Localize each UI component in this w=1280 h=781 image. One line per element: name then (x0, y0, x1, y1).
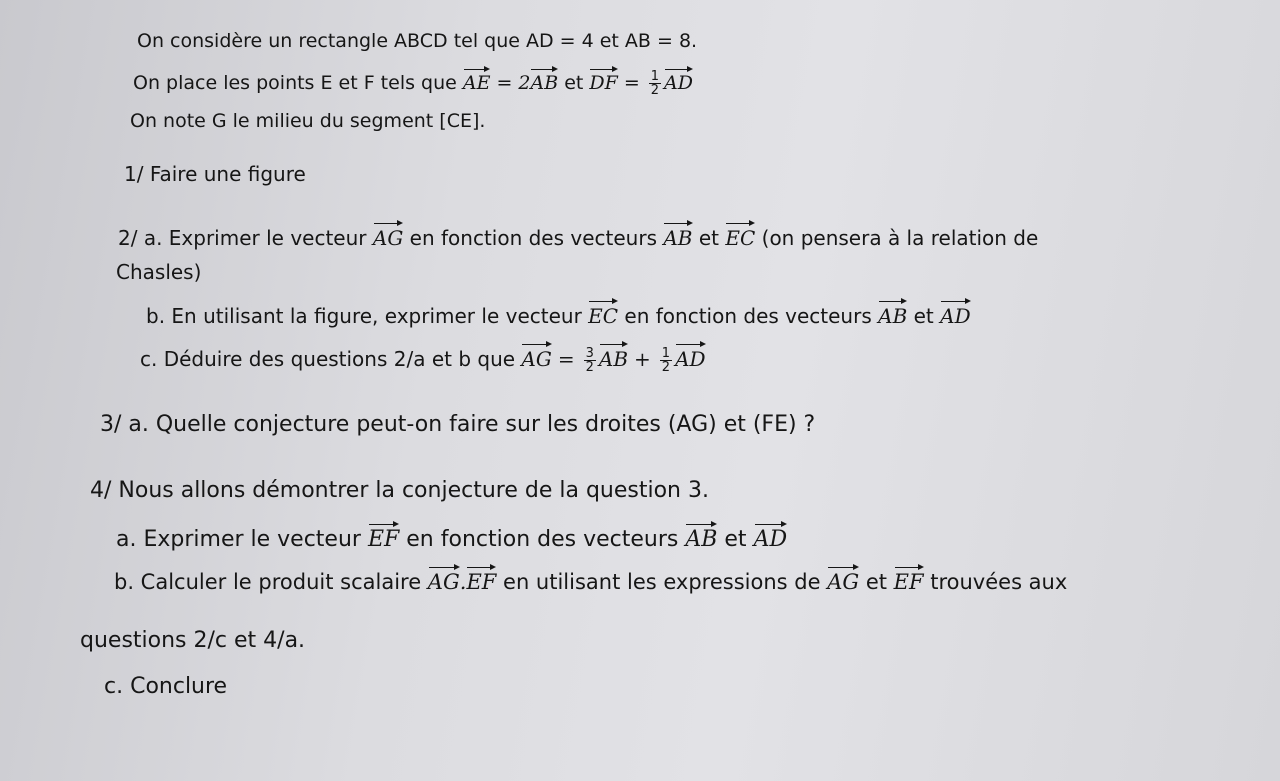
vector-ab: AB (530, 68, 558, 94)
vector-ad: AD (675, 343, 705, 371)
question-4b-continued: questions 2/c et 4/a. (80, 628, 306, 653)
vector-ad: AD (664, 68, 693, 94)
vector-ae: AE (463, 68, 491, 94)
vector-ab: AB (685, 523, 717, 552)
vector-ab: AB (663, 222, 692, 250)
vector-ag: AG (521, 343, 551, 371)
vector-ag: AG (827, 566, 859, 594)
intro-line-1: On considère un rectangle ABCD tel que AD = 4 et AB = 8. (137, 30, 698, 52)
question-4a: a. Exprimer le vecteur EF en fonction des vecteurs AB et AD (116, 523, 787, 552)
vector-ag: AG (428, 566, 460, 594)
vector-ad: AD (940, 300, 970, 328)
vector-ef: EF (368, 523, 399, 552)
question-4c: c. Conclure (104, 674, 228, 699)
vector-ag: AG (373, 222, 403, 250)
question-2b: b. En utilisant la figure, exprimer le vecteur EC en fonction des vecteurs AB et AD (146, 300, 971, 328)
question-4b: b. Calculer le produit scalaire AG.EF en utilisant les expressions de AG et EF trouvées aux (114, 566, 1067, 594)
question-2a-continued: Chasles) (116, 260, 202, 284)
fraction-one-half: $\frac{1}{2}$ (661, 346, 671, 375)
intro-line-2: On place les points E et F tels que AE = 2AB et DF = $\frac{1}{2}$ AD (133, 69, 693, 98)
question-1: 1/ Faire une figure (124, 162, 306, 186)
vector-ec: EC (588, 300, 618, 328)
vector-ec: EC (725, 222, 755, 250)
fraction-one-half: $\frac{1}{2}$ (650, 69, 660, 98)
vector-ab: AB (878, 300, 907, 328)
fraction-three-halves: $\frac{3}{2}$ (585, 346, 594, 375)
vector-df: DF (589, 68, 617, 94)
question-3a: 3/ a. Quelle conjecture peut-on faire sur les droites (AG) et (FE) ? (100, 412, 816, 437)
question-2c: c. Déduire des questions 2/a et b que AG = $\frac{3}{2}$ AB + $\frac{1}{2}$ AD (140, 343, 706, 374)
vector-ef: EF (466, 566, 496, 594)
vector-ad: AD (754, 523, 788, 552)
vector-ab: AB (599, 343, 628, 371)
question-4-intro: 4/ Nous allons démontrer la conjecture de la question 3. (90, 478, 709, 503)
question-2a: 2/ a. Exprimer le vecteur AG en fonction des vecteurs AB et EC (on pensera à la relation de (118, 222, 1038, 250)
intro-line-3: On note G le milieu du segment [CE]. (130, 110, 486, 132)
vector-ef: EF (894, 566, 924, 594)
